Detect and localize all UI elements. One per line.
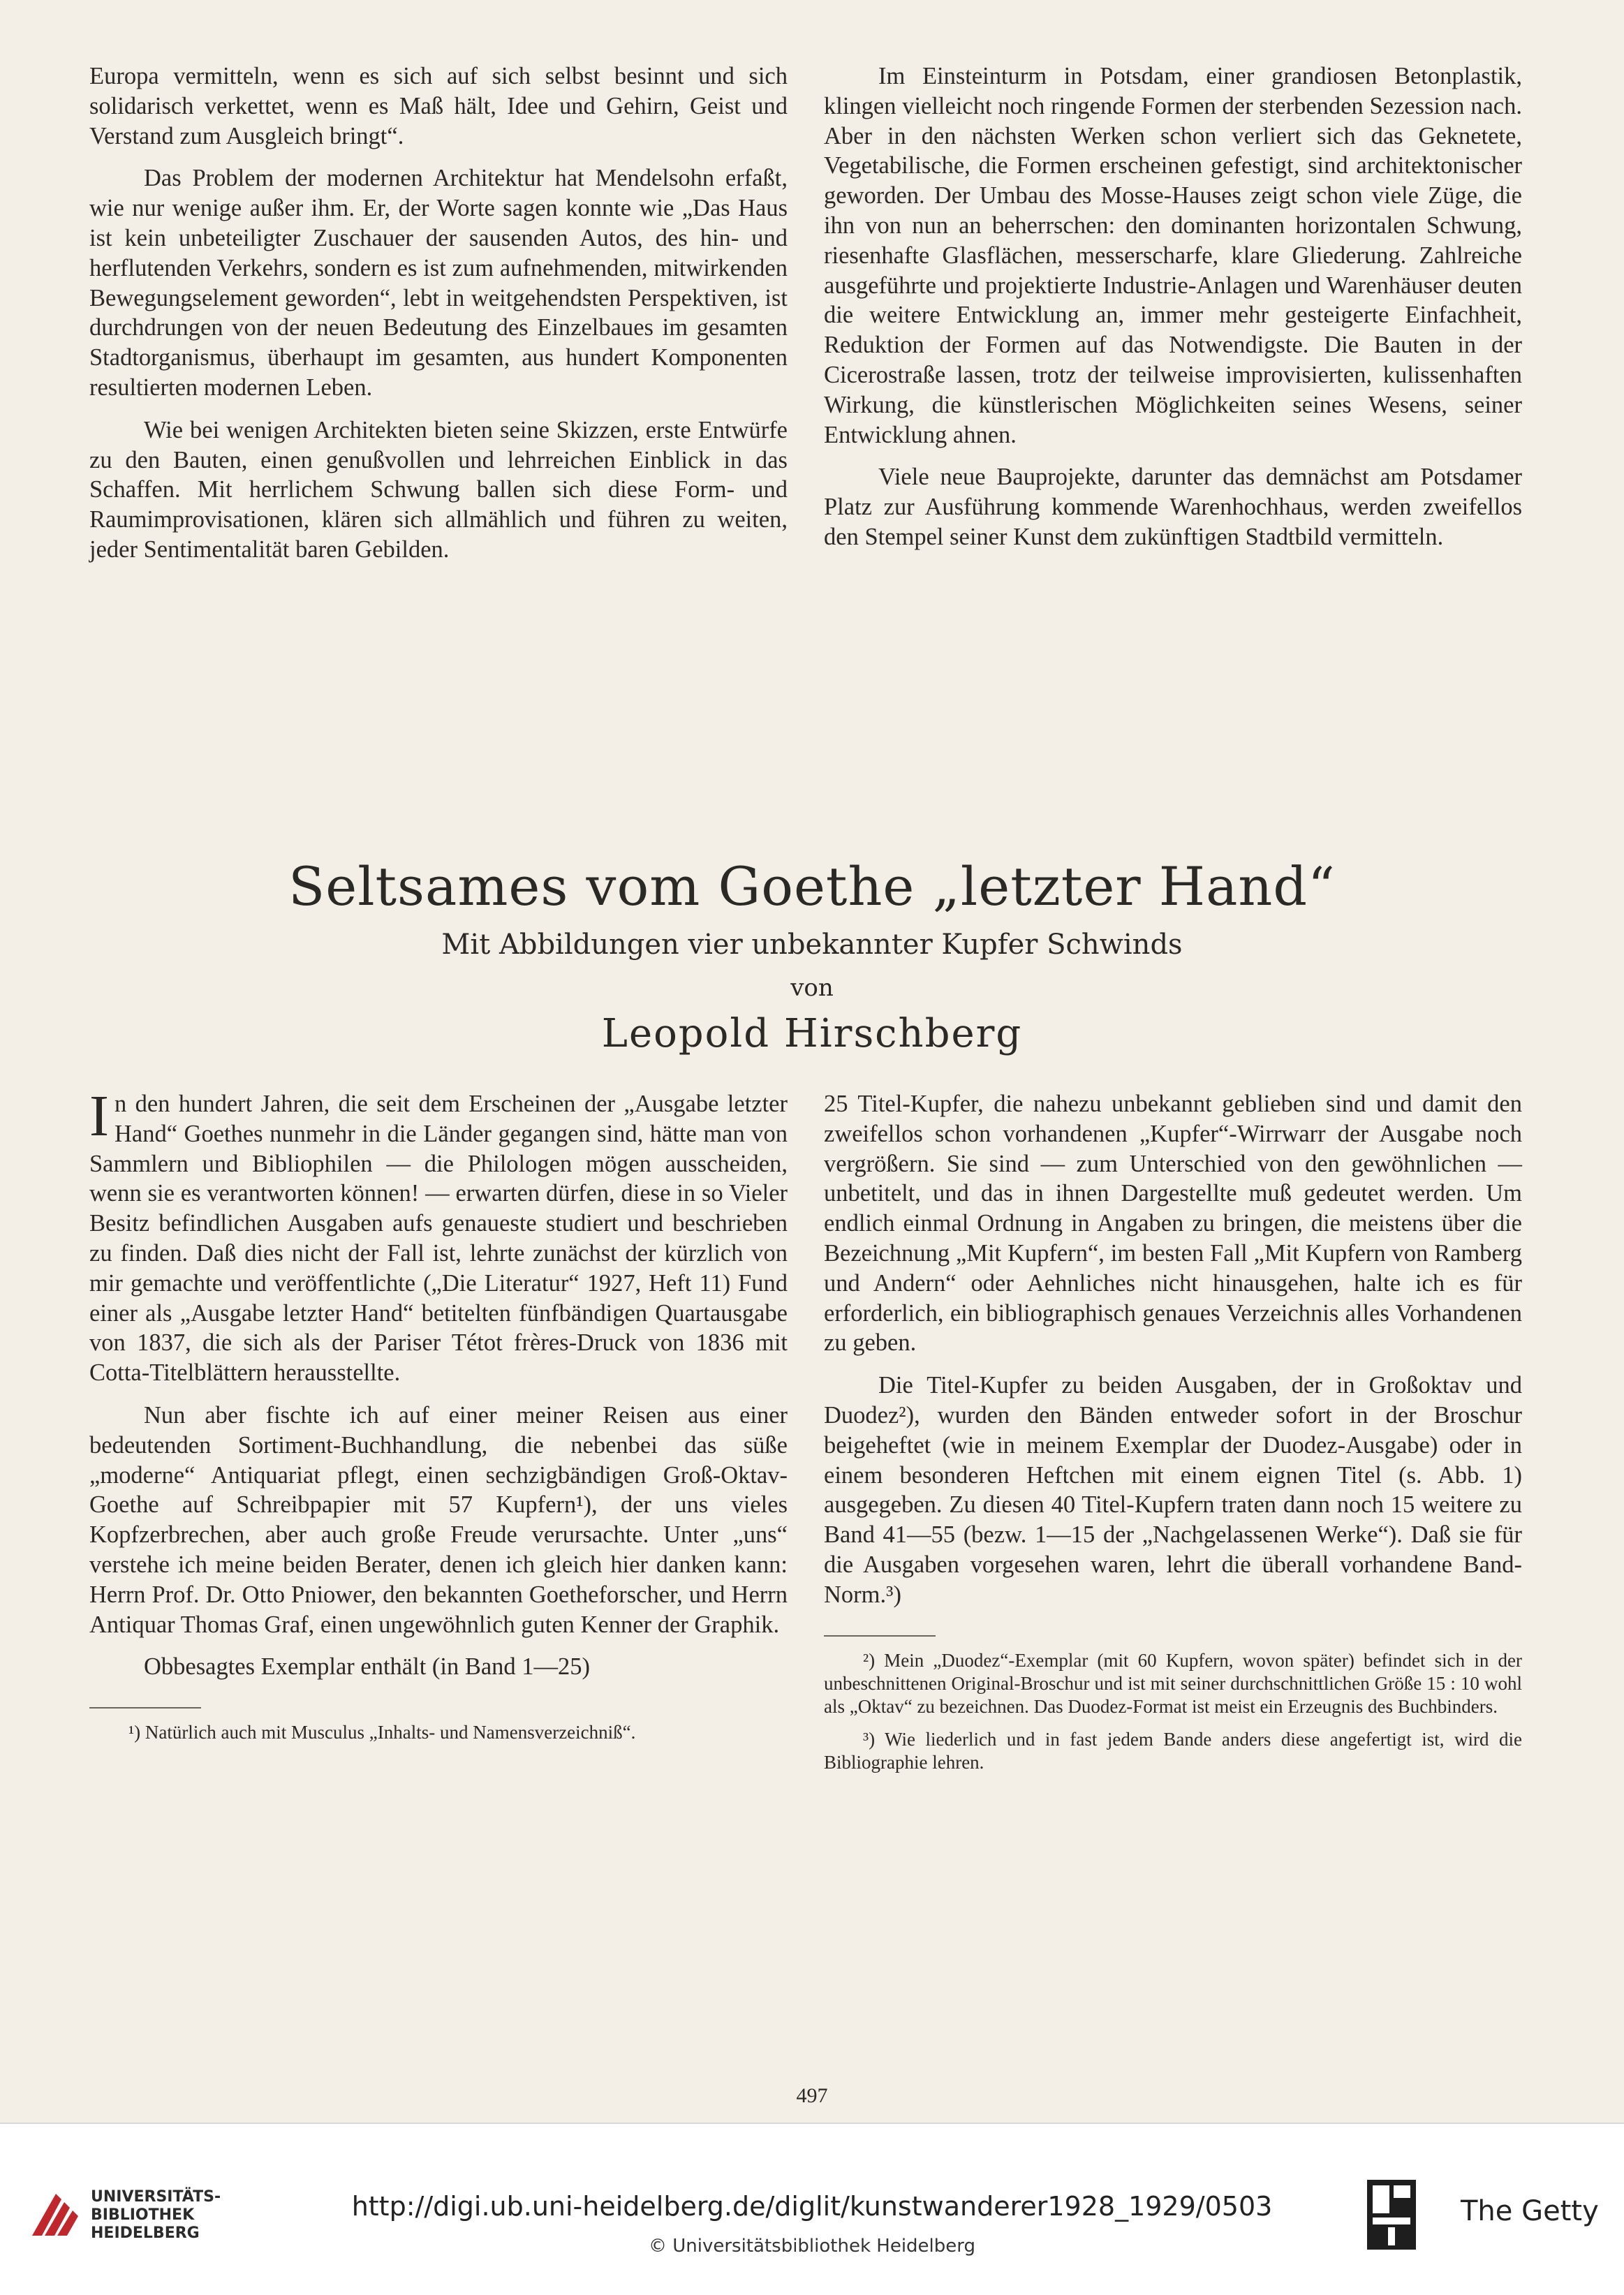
- footnote: [89, 1721, 788, 1744]
- column-right-bottom: [824, 1089, 1522, 1774]
- paragraph: Obbesagtes Exemplar enthält (in Band 1—25): [144, 1653, 591, 1681]
- article-subtitle: Mit Abbildungen vier unbekannter Kupfer Schwinds: [441, 929, 1183, 961]
- source-url-link[interactable]: http://digi.ub.uni-heidelberg.de/diglit/kunstwanderer1928_1929/0503: [351, 2191, 1273, 2222]
- paragraph: Wie bei wenigen Architekten bieten seine Skizzen, erste Entwürfe zu den Bauten, einen genußvollen und lehrreichen Einblick in das Schaffen. Mit herrlichem Schwung ballen sich diese Form- und Raumimprovisationen, klären sich allmählich und führen zu weiten, jeder Sentimentalität baren Gebilden.: [89, 416, 788, 563]
- column-left-bottom: [89, 1084, 788, 1744]
- library-name: UNIVERSITÄTS- BIBLIOTHEK HEIDELBERG: [91, 2188, 221, 2242]
- footnote-divider: [824, 1635, 936, 1637]
- footnote-text: ¹) Natürlich auch mit Musculus „Inhalts- und Namensverzeichniß“.: [128, 1722, 636, 1743]
- paragraph: Viele neue Bauprojekte, darunter das demnächst am Potsdamer Platz zur Ausführung kommende Warenhochhaus, werden zweifellos den Stempel seiner Kunst dem zukünftigen Stadtbild vermitteln.: [824, 464, 1522, 550]
- paragraph: 25 Titel-Kupfer, die nahezu unbekannt geblieben sind und damit den zweifellos schon vorhandenen „Kupfer“-Wirrwarr der Ausgabe noch vergrößern. Sie sind — zum Unterschied von den gewöhnlichen — unbetitelt, und das in ihnen Dargestellte muß gedeutet werden. Um endlich einmal Ordnung in Angaben zu bringen, die meistens über die Bezeichnung „Mit Kupfern“, im besten Fall „Mit Kupfern von Ramberg und Andern“ oder Aehnliches nicht hinausgehen, halte ich es für erforderlich, ein bibliographisch genaues Verzeichnis alles Vorhandenen zu geben.: [824, 1091, 1522, 1357]
- column-right-top: [824, 61, 1522, 552]
- copyright-notice: © Universitätsbibliothek Heidelberg: [648, 2236, 975, 2257]
- drop-cap: I: [89, 1084, 109, 1149]
- footnote-text: ³) Wie liederlich und in fast jedem Bande anders diese angefertigt ist, wird die Bibliographie lehren.: [824, 1728, 1522, 1773]
- paragraph: Die Titel-Kupfer zu beiden Ausgaben, der in Großoktav und Duodez²), wurden den Bänden entweder sofort in der Broschur beigeheftet (wie in meinem Exemplar der Duodez-Ausgabe) oder in einem besonderen Heftchen mit einem eignen Titel (s. Abb. 1) ausgegeben. Zu diesen 40 Titel-Kupfern traten dann noch 15 weitere zu Band 41—55 (bezw. 1—15 der „Nachgelassenen Werke“). Daß sie für die Ausgaben vorgesehen waren, lehrt die überall vorhandene Band-Norm.³): [824, 1372, 1522, 1608]
- footnote: [824, 1728, 1522, 1774]
- paragraph-text: n den hundert Jahren, die seit dem Erscheinen der „Ausgabe letzter Hand“ Goethes nunmehr in die Länder gegangen sind, hätte man von Sammlern und Bibliophilen — die Philologen mögen ausscheiden, wenn sie es verantworten können! — erwarten dürfen, diese in so Vieler Besitz befindlichen Ausgaben aufs genaueste studiert und beschrieben zu finden. Daß dies nicht der Fall ist, lehrte zunächst der kürzlich von mir gemachte und veröffentlichte („Die Literatur“ 1927, Heft 11) Fund einer als „Ausgabe letzter Hand“ betitelten fünfbändigen Quartausgabe von 1837, die sich als der Pariser Tétot frères-Druck von 1836 mit Cotta-Titelblättern herausstellte.: [89, 1091, 788, 1387]
- viewer-footer: [0, 2123, 1624, 2295]
- partner-name: The Getty: [1461, 2195, 1599, 2227]
- byline-von: von: [790, 974, 834, 1002]
- paragraph: Nun aber fischte ich auf einer meiner Reisen aus einer bedeutenden Sortiment-Buchhandlung, die nebenbei das süße „moderne“ Antiquariat pflegt, einen sechzigbändigen Groß-Oktav-Goethe auf Schreibpapier mit 57 Kupfern¹), der uns vieles Kopfzerbrechen, aber auch große Freude verursachte. Unter „uns“ verstehe ich meine beiden Berater, denen ich gleich hier danken kann: Herrn Prof. Dr. Otto Pniower, den bekannten Goetheforscher, und Herrn Antiquar Thomas Graf, einen ungewöhnlich guten Kenner der Graphik.: [89, 1401, 788, 1638]
- getty-logo-icon: [1367, 2180, 1416, 2250]
- paragraph: [89, 1084, 788, 1388]
- article-title: Seltsames vom Goethe „letzter Hand“: [288, 855, 1336, 917]
- footnote-text: ²) Mein „Duodez“-Exemplar (mit 60 Kupfern, wovon später) befindet sich in der unbeschnittenen Original-Broschur und ist mit seiner durchschnittlichen Größe 15 : 10 wohl als „Oktav“ zu bezeichnen. Das Duodez-Format ist meist ein Erzeugnis des Buchbinders.: [824, 1649, 1522, 1717]
- column-left-top: [89, 61, 788, 565]
- paragraph: Europa vermitteln, wenn es sich auf sich selbst besinnt und sich solidarisch verkettet, wenn es Maß hält, Idee und Gehirn, Geist und Verstand zum Ausgleich bringt“.: [89, 63, 788, 149]
- author-name: Leopold Hirschberg: [601, 1011, 1023, 1056]
- footnote: [824, 1649, 1522, 1718]
- paragraph: Das Problem der modernen Architektur hat Mendelsohn erfaßt, wie nur wenige außer ihm. Er, der Worte sagen konnte wie „Das Haus ist kein unbeteiligter Zuschauer der sausenden Autos, des hin- und herflutenden Verkehrs, sondern es ist zum aufnehmenden, mitwirkenden Bewegungselement geworden“, lebt in weitgehendsten Perspektiven, ist durchdrungen von der neuen Bedeutung des Einzelbaues im gesamten Stadtorganismus, überhaupt im gesamten, aus hundert Komponenten resultierten modernen Leben.: [89, 165, 788, 401]
- page-number: 497: [796, 2084, 828, 2107]
- footnote-divider: [89, 1707, 201, 1709]
- paragraph: Im Einsteinturm in Potsdam, einer grandiosen Betonplastik, klingen vielleicht noch ringende Formen der sterbenden Sezession nach. Aber in den nächsten Werken schon verliert sich das Geknetete, Vegetabilische, die Formen erscheinen gefestigt, sind architektonischer geworden. Der Umbau des Mosse-Hauses zeigt schon viele Züge, die ihn von nun an beherrschen: den dominanten horizontalen Schwung, riesenhafte Glasflächen, messerscharfe, klare Gliederung. Zahlreiche ausgeführte und projektierte Industrie-Anlagen und Warenhäuser deuten die weitere Entwicklung an, immer mehr gesteigerte Einfachheit, Reduktion der Formen auf das Notwendigste. Die Bauten in der Cicerostraße lassen, trotz der teilweise improvisierten, kulissenhaften Wirkung, die künstlerischen Möglichkeiten seines Wesens, seiner Entwicklung ahnen.: [824, 63, 1522, 448]
